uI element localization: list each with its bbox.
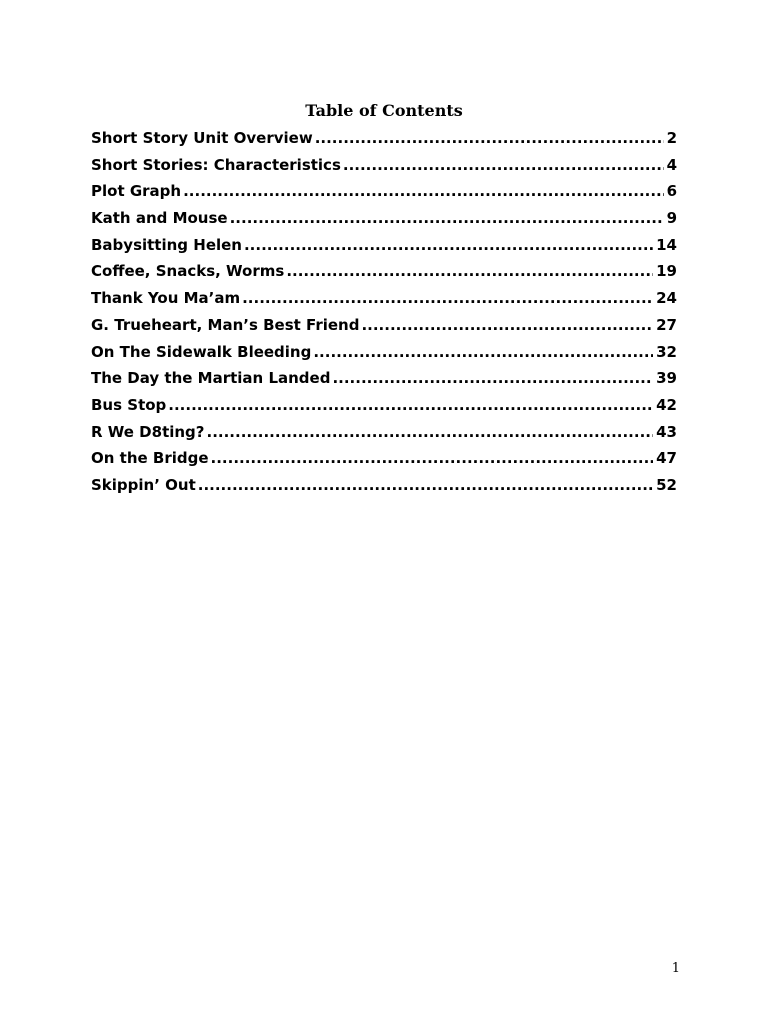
toc-dot-leader xyxy=(207,419,654,446)
toc-entry-title: Babysitting Helen xyxy=(91,235,242,254)
toc-entry-page: 42 xyxy=(656,395,677,414)
toc-entry xyxy=(91,205,677,232)
toc-entry-page: 9 xyxy=(666,209,677,228)
toc-entry-title: Coffee, Snacks, Worms xyxy=(91,262,285,281)
toc-entry xyxy=(91,472,677,499)
toc-entry xyxy=(91,258,677,285)
toc-entry xyxy=(91,339,677,366)
toc-entry-title: Skippin’ Out xyxy=(91,475,196,494)
toc-entry xyxy=(91,285,677,312)
toc-entry xyxy=(91,445,677,472)
toc-entry-page: 39 xyxy=(656,369,677,388)
toc-dot-leader xyxy=(198,472,653,499)
toc-entry xyxy=(91,178,677,205)
toc-dot-leader xyxy=(313,339,653,366)
toc-dot-leader xyxy=(286,258,653,285)
page-number: 1 xyxy=(671,961,680,976)
toc-entry-title: Kath and Mouse xyxy=(91,209,228,228)
toc-entry-page: 47 xyxy=(656,449,677,468)
toc-entry-page: 14 xyxy=(656,235,677,254)
toc-entry-title: On the Bridge xyxy=(91,449,209,468)
toc-entry-title: Bus Stop xyxy=(91,395,167,414)
toc-dot-leader xyxy=(361,312,653,339)
toc-dot-leader xyxy=(242,285,653,312)
toc-entry xyxy=(91,392,677,419)
table-of-contents xyxy=(91,125,677,499)
toc-dot-leader xyxy=(183,178,663,205)
toc-dot-leader xyxy=(230,205,664,232)
toc-entry-page: 6 xyxy=(666,182,677,201)
toc-entry xyxy=(91,312,677,339)
toc-entry-page: 43 xyxy=(656,422,677,441)
toc-entry-title: On The Sidewalk Bleeding xyxy=(91,342,312,361)
page-title: Table of Contents xyxy=(305,101,463,120)
toc-entry-title: R We D8ting? xyxy=(91,422,205,441)
toc-entry-title: The Day the Martian Landed xyxy=(91,369,331,388)
toc-dot-leader xyxy=(332,365,653,392)
toc-entry-title: Short Stories: Characteristics xyxy=(91,155,341,174)
toc-dot-leader xyxy=(315,125,664,152)
toc-dot-leader xyxy=(244,232,653,259)
toc-dot-leader xyxy=(168,392,653,419)
toc-entry-title: Thank You Ma’am xyxy=(91,289,241,308)
toc-dot-leader xyxy=(343,152,664,179)
toc-entry xyxy=(91,232,677,259)
toc-entry-title: G. Trueheart, Man’s Best Friend xyxy=(91,315,360,334)
toc-entry-page: 32 xyxy=(656,342,677,361)
toc-entry xyxy=(91,365,677,392)
toc-entry-page: 4 xyxy=(666,155,677,174)
toc-entry xyxy=(91,152,677,179)
toc-entry-page: 52 xyxy=(656,475,677,494)
toc-entry-title: Short Story Unit Overview xyxy=(91,129,313,147)
toc-entry-page: 2 xyxy=(666,129,677,147)
toc-dot-leader xyxy=(211,445,654,472)
toc-entry-page: 19 xyxy=(656,262,677,281)
toc-entry xyxy=(91,125,677,152)
toc-entry-title: Plot Graph xyxy=(91,182,182,201)
toc-entry-page: 27 xyxy=(656,315,677,334)
toc-entry-page: 24 xyxy=(656,289,677,308)
toc-entry xyxy=(91,419,677,446)
